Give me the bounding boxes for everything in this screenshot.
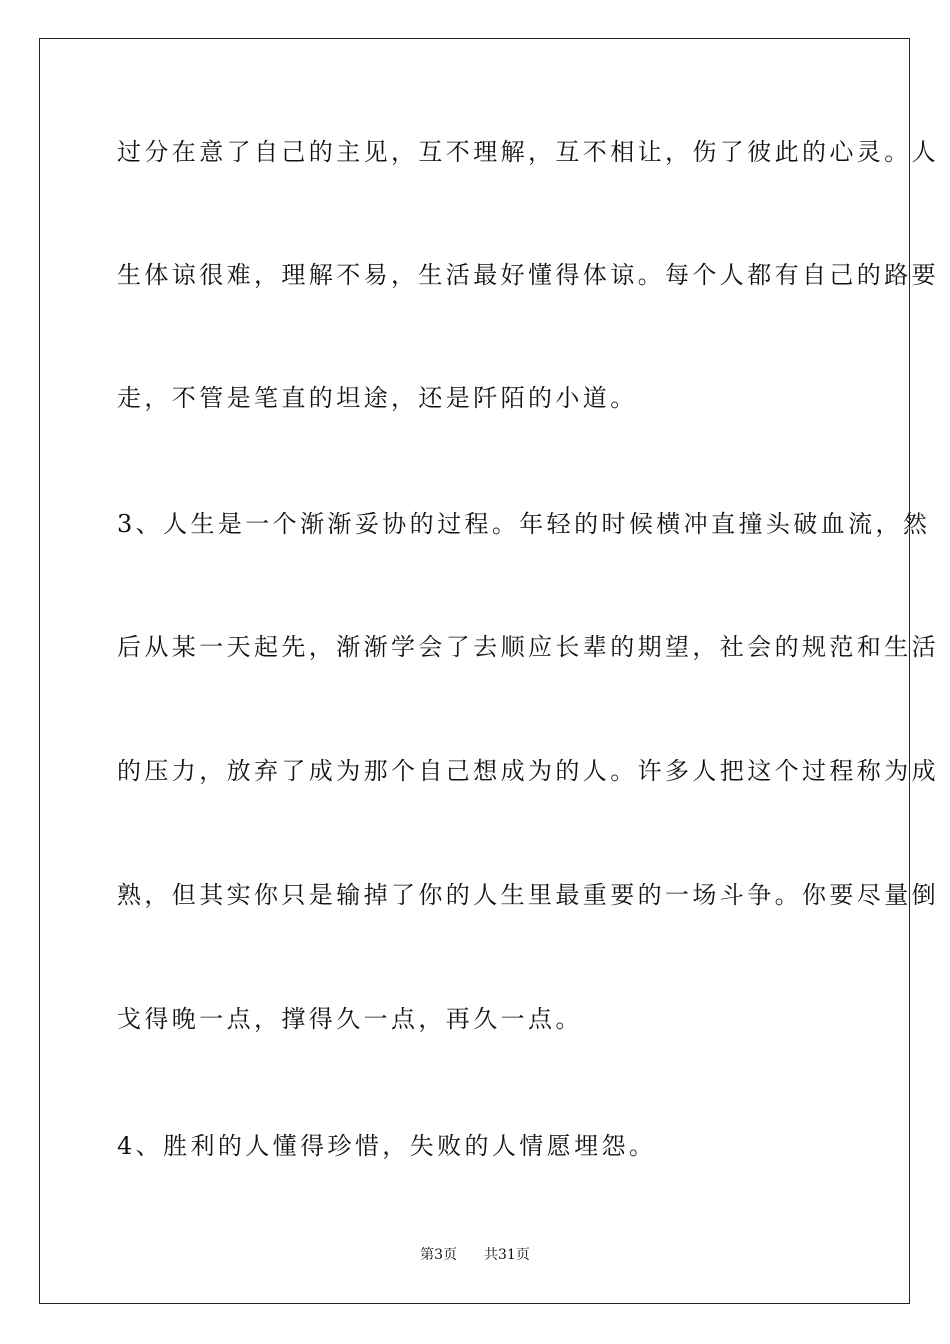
page-number: 第3页 xyxy=(420,1247,458,1263)
text-line: 后从某一天起先，渐渐学会了去顺应长辈的期望，社会的规范和生活 xyxy=(117,633,939,661)
text-line: 熟，但其实你只是输掉了你的人生里最重要的一场斗争。你要尽量倒 xyxy=(117,881,939,909)
page-total: 共31页 xyxy=(484,1247,530,1263)
text-line: 4、胜利的人懂得珍惜，失败的人情愿埋怨。 xyxy=(117,1132,657,1160)
text-line: 戈得晚一点，撑得久一点，再久一点。 xyxy=(117,1005,583,1033)
text-line: 过分在意了自己的主见，互不理解，互不相让，伤了彼此的心灵。人 xyxy=(117,138,939,166)
text-line: 的压力，放弃了成为那个自己想成为的人。许多人把这个过程称为成 xyxy=(117,757,939,785)
text-line: 走，不管是笔直的坦途，还是阡陌的小道。 xyxy=(117,384,638,412)
page-frame xyxy=(39,38,939,1304)
text-line: 3、人生是一个渐渐妥协的过程。年轻的时候横冲直撞头破血流，然 xyxy=(117,510,931,538)
text-line: 生体谅很难，理解不易，生活最好懂得体谅。每个人都有自己的路要 xyxy=(117,261,939,289)
page-footer xyxy=(0,1246,950,1264)
